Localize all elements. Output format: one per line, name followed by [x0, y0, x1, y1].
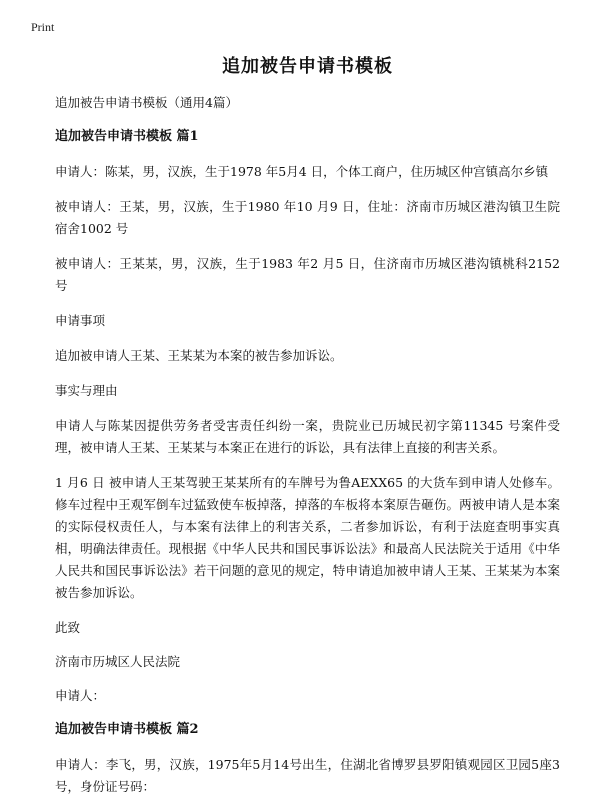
- respondent-1-paragraph: 被申请人：王某，男，汉族，生于1980 年10 月9 日，住址：济南市历城区港沟镇卫生院宿舍1002 号: [55, 199, 560, 236]
- respondent-2-paragraph: 被申请人：王某某，男，汉族，生于1983 年2 月5 日，住济南市历城区港沟镇桃科2152 号: [55, 256, 560, 293]
- print-label: Print: [31, 20, 55, 34]
- section-2-heading: 追加被告申请书模板 篇2: [55, 722, 199, 737]
- court-name: 济南市历城区人民法院: [55, 654, 181, 669]
- applicant-paragraph: 申请人：陈某，男，汉族，生于1978 年5月4 日，个体工商户，住历城区仲宫镇高尔乡镇: [55, 164, 549, 179]
- facts-paragraph-1: 申请人与陈某因提供劳务者受害责任纠纷一案，贵院业已历城民初字第11345 号案件受理，被申请人王某、王某某与本案正在进行的诉讼，具有法律上直接的利害关系。: [55, 418, 560, 455]
- section-2-applicant-paragraph: 申请人：李飞，男，汉族，1975年5月14号出生，住湖北省博罗县罗阳镇观园区卫园5座3号，身份证号码：: [55, 757, 560, 794]
- matters-text: 追加被申请人王某、王某某为本案的被告参加诉讼。: [55, 348, 343, 363]
- section-1-heading: 追加被告申请书模板 篇1: [55, 129, 199, 144]
- document-title: 追加被告申请书模板: [222, 56, 393, 77]
- closing-text: 此致: [55, 620, 81, 635]
- document: [55, 52, 560, 811]
- signature-line: 申请人：: [55, 688, 106, 703]
- document-subtitle: 追加被告申请书模板（通用4篇）: [55, 95, 238, 110]
- facts-paragraph-2: 1 月6 日 被申请人王某驾驶王某某所有的车牌号为鲁AEXX65 的大货车到申请人处修车。修车过程中王观军倒车过猛致使车板掉落，掉落的车板将本案原告砸伤。两被申请人是本案的实际侵权责任人，与本案有法律上的利害关系，二者参加诉讼，有利于法庭查明事实真相，明确法律责任。现根据《中华人民共和国民事诉讼法》和最高人民法院关于适用《中华人民共和国民事诉讼法》若干问题的意见的规定，特申请追加被申请人王某、王某某为本案被告参加诉讼。: [55, 475, 560, 600]
- matters-heading: 申请事项: [55, 313, 106, 328]
- facts-heading: 事实与理由: [55, 383, 118, 398]
